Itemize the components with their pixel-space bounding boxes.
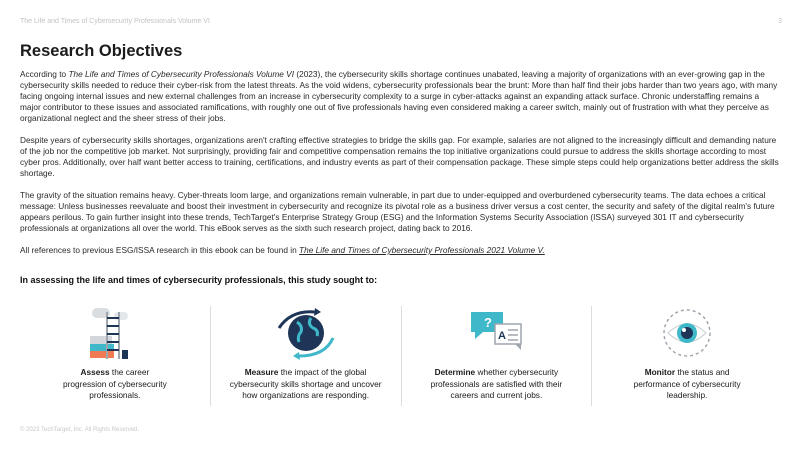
paragraph-2: Despite years of cybersecurity skills shortages, organizations aren't crafting effective strategies to bridge the skills gap. For example, salaries are not aligned to the increasingly difficult and demanding nature of the job nor the competitive job market. Not surprisingly, providing fair and competitive compensation remains the top initiative organizations could pursue to address the skills shortage according to most cyber pros. Additionally, over half want better access to training, certifications, and industry events as part of their compensation package. These simple steps could help organizations better address the skills shortage.	[20, 135, 779, 178]
eye-icon	[642, 306, 732, 361]
letter-a-glyph: A	[498, 330, 507, 342]
objective-monitor	[592, 306, 782, 406]
page-title: Research Objectives	[20, 42, 183, 60]
running-header: The Life and Times of Cybersecurity Professionals Volume VI	[20, 18, 210, 25]
report-title-italic: The Life and Times of Cybersecurity Professionals Volume VI	[68, 69, 295, 79]
objective-text: Assess the career progression of cybersecurity professionals.	[62, 367, 167, 400]
objectives-lead: In assessing the life and times of cybersecurity professionals, this study sought to:	[20, 275, 378, 285]
paragraph-3: The gravity of the situation remains heavy. Cyber-threats loom large, and organizations remain vulnerable, in part due to under-equipped and overburdened cybersecurity teams. The data echoes a critical message: Unless businesses reevaluate and boost their investment in cybersecurity and recognize its pivotal role as a business driver versus a cost center, the security and safety of the digital realm's future appears perilous. To gain further insight into these trends, TechTarget's Enterprise Strategy Group (ESG) and the Information Systems Security Association (ISSA) surveyed 301 IT and cybersecurity professionals at organizations all over the world. This eBook serves as the sixth such research project, dating back to 2016.	[20, 190, 775, 233]
copyright-footer: © 2023 TechTarget, Inc. All Rights Reserved.	[20, 427, 140, 433]
previous-report-link[interactable]: The Life and Times of Cybersecurity Professionals 2021 Volume V.	[299, 245, 545, 255]
objective-text: Monitor the status and performance of cybersecurity leadership.	[633, 367, 741, 400]
page-number: 3	[778, 18, 782, 25]
objective-assess	[20, 306, 211, 406]
globe-icon	[261, 306, 351, 361]
ladder-icon	[70, 306, 160, 361]
objective-measure	[211, 306, 402, 406]
body-text	[20, 69, 782, 267]
paragraph-1: According to The Life and Times of Cybersecurity Professionals Volume VI (2023), the cybersecurity skills shortage continues unabated, leaving a majority of organizations with an ever-growing gap in the cybersecurity skills needed to reduce their cyber-risk from the latest threats. As the void widens, cybersecurity professionals bear the brunt: More than half find their jobs harder than two years ago, with many facing ongoing internal issues and new external challenges from an increase in cybersecurity complexity to a surge in cyber-attacks against an expanding attack surface. Chronic understaffing remains a major contributor to these issues and associated ramifications, with roughly one out of five professionals having even considered making a career switch, mainly out of frustration with what they perceive as organizational neglect and the sheer stress of their jobs.	[20, 69, 778, 123]
objectives-row	[20, 306, 782, 406]
question-mark-glyph: ?	[484, 315, 493, 330]
objective-determine	[402, 306, 593, 406]
paragraph-4: All references to previous ESG/ISSA research in this ebook can be found in The Life and Times of Cybersecurity Professionals 2021 Volume V.	[20, 245, 545, 255]
chat-icon	[451, 306, 541, 361]
objective-text: Measure the impact of the global cybersecurity skills shortage and uncover how organizations are responding.	[229, 367, 382, 400]
objective-text: Determine whether cybersecurity professionals are satisfied with their careers and current jobs.	[430, 367, 563, 400]
